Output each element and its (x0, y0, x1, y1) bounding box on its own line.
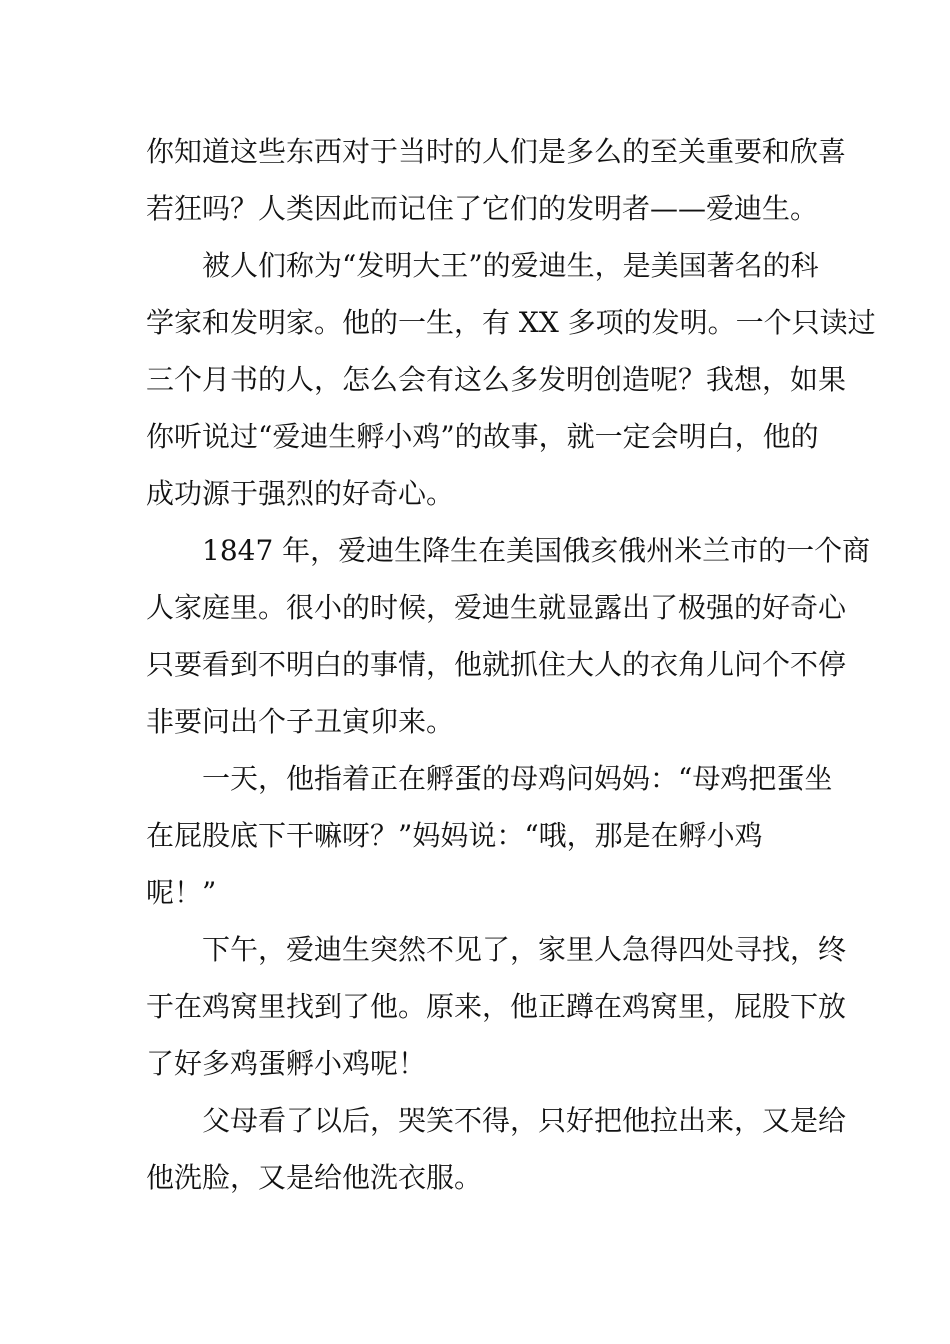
text-line: 于在鸡窝里找到了他。原来，他正蹲在鸡窝里，屁股下放 (146, 990, 847, 1023)
paragraph-start-line: 1847 年，爱迪生降生在美国俄亥俄州米兰市的一个商 (202, 534, 871, 567)
paragraph-start-line: 下午，爱迪生突然不见了，家里人急得四处寻找，终 (202, 933, 847, 966)
text-line: 成功源于强烈的好奇心。 (146, 477, 455, 510)
text-line: 只要看到不明白的事情，他就抓住大人的衣角儿问个不停 (146, 648, 847, 681)
text-line: 三个月书的人，怎么会有这么多发明创造呢？我想，如果 (146, 363, 847, 396)
text-line: 在屁股底下干嘛呀？”妈妈说：“哦，那是在孵小鸡 (146, 819, 763, 852)
text-line: 人家庭里。很小的时候，爱迪生就显露出了极强的好奇心 (146, 591, 847, 624)
paragraph-start-line: 父母看了以后，哭笑不得，只好把他拉出来，又是给 (202, 1104, 847, 1137)
text-line: 你听说过“爱迪生孵小鸡”的故事，就一定会明白，他的 (146, 420, 819, 453)
text-line: 了好多鸡蛋孵小鸡呢！ (146, 1047, 427, 1080)
paragraph-start-line: 被人们称为“发明大王”的爱迪生，是美国著名的科 (202, 249, 819, 282)
text-line: 你知道这些东西对于当时的人们是多么的至关重要和欣喜 (146, 135, 847, 168)
text-line: 呢！” (146, 876, 217, 909)
text-line: 他洗脸，又是给他洗衣服。 (146, 1161, 483, 1194)
text-line: 非要问出个子丑寅卯来。 (146, 705, 455, 738)
text-line: 学家和发明家。他的一生，有 XX 多项的发明。一个只读过 (146, 306, 876, 339)
text-line: 若狂吗？人类因此而记住了它们的发明者——爱迪生。 (146, 192, 819, 225)
paragraph-start-line: 一天，他指着正在孵蛋的母鸡问妈妈：“母鸡把蛋坐 (202, 762, 833, 795)
